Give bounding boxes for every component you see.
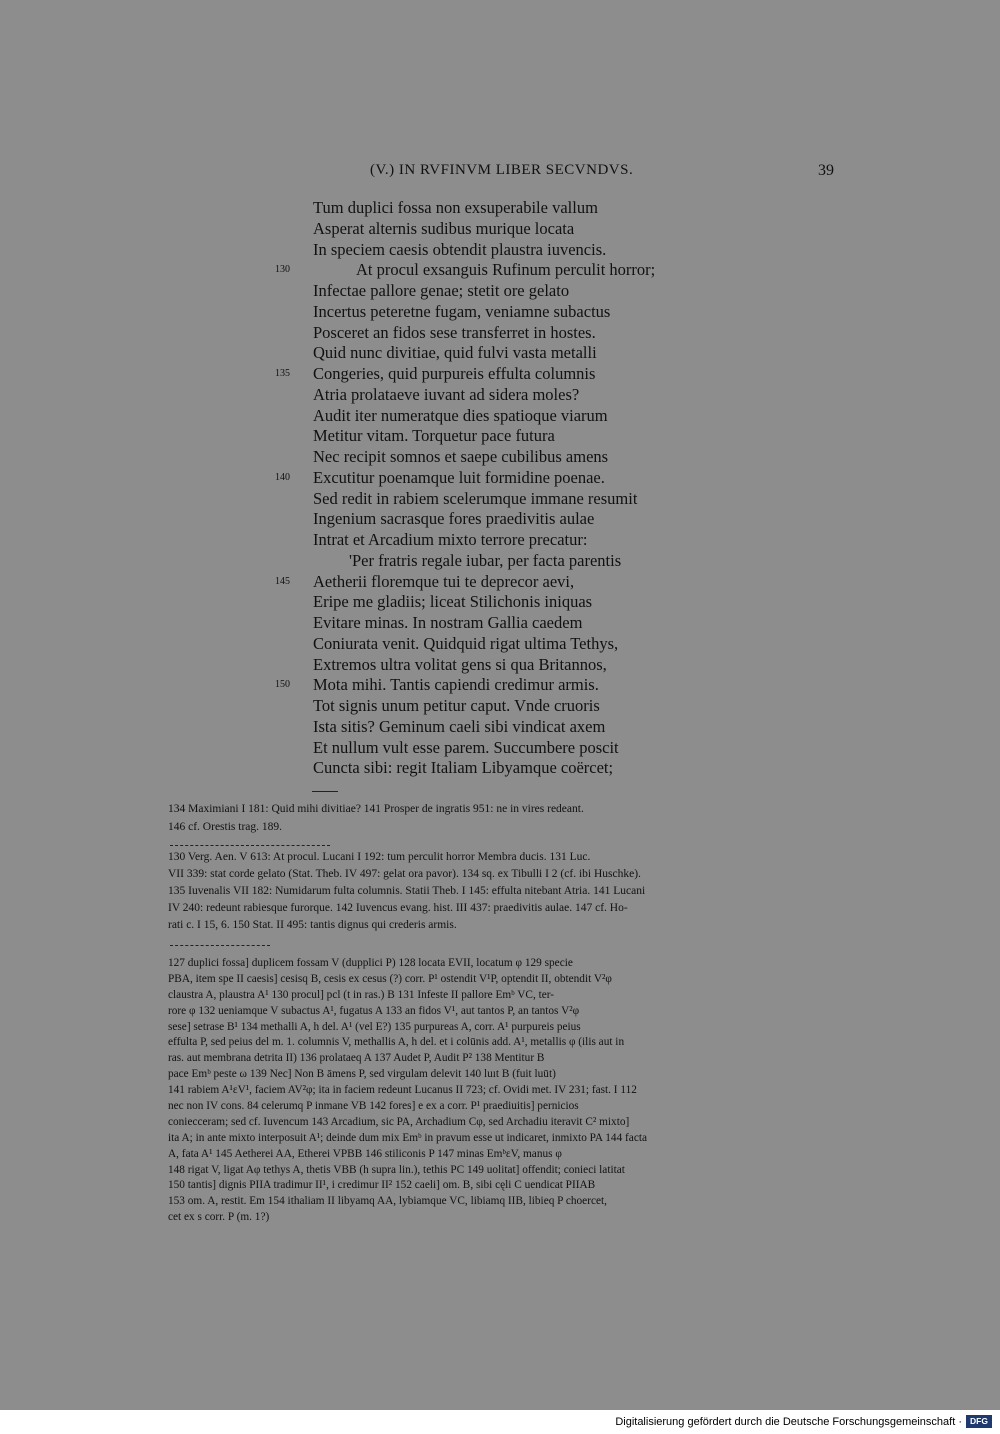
verse-text: Atria prolataeve iuvant ad sidera moles? (313, 384, 580, 404)
apparatus-line: coniecceram; sed cf. Iuvencum 143 Arcadium, sic PA, Archadium Cφ, sed Archadiu iteravit C² mixto] (168, 1115, 630, 1128)
page-header (0, 162, 1000, 184)
testimonium-line: 130 Verg. Aen. V 613: At procul. Lucani I 192: tum perculit horror Membra ducis. 131 Luc. (168, 851, 591, 863)
apparatus-line: 150 tantis] dignis PIIA tradimur II¹, i credimur II² 152 caeli] om. B, sibi cęli C uendicat PIIAB (168, 1179, 596, 1192)
verse-text: Excutitur poenamque luit formidine poenae. (313, 467, 605, 487)
verse-text: Nec recipit somnos et saepe cubilibus amens (313, 447, 609, 466)
verse-text: Et nullum vult esse parem. Succumbere poscit (313, 737, 619, 757)
critical-apparatus (168, 956, 836, 1226)
imitatio-line: 134 Maximiani I 181: Quid mihi divitiae? 141 Prosper de ingratis 951: ne in vires redeant. (168, 803, 584, 815)
verse-text: Evitare minas. In nostram Gallia caedem (313, 613, 583, 632)
separator-rule (170, 945, 270, 946)
verse-text: Aetherii floremque tui te deprecor aevi, (313, 571, 575, 591)
footer-strip (0, 1410, 1000, 1434)
verse-line (0, 675, 1000, 696)
testimonium-line: VII 339: stat corde gelato (Stat. Theb. IV 497: gelat ora pavor). 134 sq. ex Tibulli I 2 (cf. ibi Huschke). (168, 868, 641, 880)
verse-line (0, 717, 1000, 738)
verse-line (0, 592, 1000, 613)
apparatus-line: ita A; in ante mixto interposuit A¹; deinde dum mix Emᵇ in pravum esse ut indicaret, inmixto PA 144 facta (168, 1131, 647, 1144)
verse-line (0, 572, 1000, 593)
apparatus-line: nec non IV cons. 84 celerumq P inmane VB 142 fores] e ex a corr. P¹ praediuitis] pernicios (168, 1100, 579, 1113)
imitatio-line: 146 cf. Orestis trag. 189. (168, 820, 283, 833)
verse-text: Congeries, quid purpureis effulta columnis (313, 364, 596, 383)
apparatus-line: PBA, item spe II caesis] cesisq B, cesis ex cesus (?) corr. P¹ ostendit V¹P, optendit II, obtendit V²φ (168, 972, 612, 985)
verse-text: Mota mihi. Tantis capiendi credimur armis. (313, 675, 599, 695)
testimonia-notes (168, 849, 836, 934)
apparatus-line: rore φ 132 ueniamque V subactus A¹, fugatus A 133 an fidos V¹, aut tantos P, an tantos V²φ (168, 1004, 580, 1017)
running-title: (V.) IN RVFINVM LIBER SECVNDVS. (370, 162, 634, 178)
verse-text: At procul exsanguis Rufinum perculit horror; (356, 260, 656, 280)
verse-line (0, 696, 1000, 717)
verse-text: Intrat et Arcadium mixto terrore precatur: (313, 530, 588, 549)
verse-text: Audit iter numeratque dies spatioque viarum (313, 405, 608, 425)
page-number: 39 (818, 162, 834, 179)
dfg-logo: DFG (966, 1415, 992, 1428)
separator-rule (170, 845, 330, 846)
verse-line (0, 219, 1000, 240)
verse-line (0, 343, 1000, 364)
verse-line (0, 634, 1000, 655)
verse-line (0, 613, 1000, 634)
apparatus-line: 127 duplici fossa] duplicem fossam V (dupplici P) 128 locata EVII, locatum φ 129 specie (168, 957, 573, 969)
verse-line (0, 364, 1000, 385)
verse-line (0, 447, 1000, 468)
verse-text: Ista sitis? Geminum caeli sibi vindicat axem (313, 716, 606, 736)
verse-line (0, 426, 1000, 447)
apparatus-line: 148 rigat V, ligat Aφ tethys A, thetis VBB (h supra lin.), tethis PC 149 uolitat] offendit; conieci latitat (168, 1163, 625, 1176)
imitationes-notes (168, 801, 836, 836)
verse-line (0, 530, 1000, 551)
line-number: 135 (275, 368, 290, 379)
verse-text: Asperat alternis sudibus murique locata (313, 218, 575, 238)
poem-text (0, 198, 1000, 779)
verse-text: Incertus peteretne fugam, veniamne subactus (313, 301, 611, 321)
apparatus-line: ras. aut membrana detrita II) 136 prolataeq A 137 Audet P, Audit P² 138 Mentitur B (168, 1052, 545, 1065)
testimonium-line: 135 Iuvenalis VII 182: Numidarum fulta columnis. Statii Theb. I 145: effulta nitebant Atria. 141 Lucani (168, 885, 646, 897)
verse-line (0, 489, 1000, 510)
testimonium-line: rati c. I 15, 6. 150 Stat. II 495: tantis dignus qui crederis armis. (168, 919, 457, 931)
verse-line (0, 758, 1000, 779)
verse-text: Eripe me gladiis; liceat Stilichonis iniquas (313, 592, 593, 612)
verse-line (0, 240, 1000, 261)
verse-line (0, 406, 1000, 427)
verse-line (0, 302, 1000, 323)
apparatus-line: A, fata A¹ 145 Aetherei AA, Etherei VPBB 146 stiliconis P 147 minas EmᵇεV, manus φ (168, 1147, 562, 1160)
verse-line (0, 655, 1000, 676)
verse-line (0, 468, 1000, 489)
verse-text: Extremos ultra volitat gens si qua Britannos, (313, 654, 607, 674)
apparatus-line: cet ex s corr. P (m. 1?) (168, 1211, 270, 1224)
line-number: 145 (275, 575, 290, 587)
verse-text: Cuncta sibi: regit Italiam Libyamque coërcet; (313, 758, 614, 778)
verse-text: Quid nunc divitiae, quid fulvi vasta metalli (313, 343, 597, 363)
verse-text: Posceret an fidos sese transferret in hostes. (313, 322, 596, 342)
verse-line (0, 509, 1000, 530)
verse-line (0, 281, 1000, 302)
verse-text: Ingenium sacrasque fores praedivitis aulae (313, 509, 595, 529)
verse-text: 'Per fratris regale iubar, per facta parentis (349, 550, 622, 570)
verse-text: Tot signis unum petitur caput. Vnde cruoris (313, 696, 600, 715)
verse-line (0, 198, 1000, 219)
line-number: 140 (275, 471, 290, 483)
verse-text: Metitur vitam. Torquetur pace futura (313, 426, 555, 446)
testimonium-line: IV 240: redeunt rabiesque furorque. 142 Iuvencus evang. hist. III 437: praedivitis aulae. 147 cf. Ho- (168, 902, 628, 914)
verse-text: Infectae pallore genae; stetit ore gelato (313, 281, 570, 300)
apparatus-line: 153 om. A, restit. Em 154 ithaliam II libyamq AA, lybiamque VC, libiamq IIB, libieq P choercet, (168, 1195, 607, 1208)
verse-line (0, 551, 1000, 572)
verse-line (0, 738, 1000, 759)
apparatus-line: effulta P, sed peius del m. 1. columnis V, methallis A, h del. et i colūnis add. A¹, metallis φ (ilis aut in (168, 1036, 625, 1049)
apparatus-line: sese] setrase B¹ 134 methalli A, h del. A¹ (vel E?) 135 purpureas A, corr. A¹ purpureis peius (168, 1020, 581, 1033)
apparatus-line: pace Emᵇ peste ω 139 Nec] Non B āmens P, sed virgulam delevit 140 luıt B (fuit luūt) (168, 1068, 556, 1081)
line-number: 150 (275, 679, 290, 691)
apparatus-line: 141 rabiem A¹εV¹, faciem AV²φ; ita in faciem redeunt Lucanus II 723; cf. Ovidi met. IV 231; fast. I 112 (168, 1084, 637, 1097)
line-number: 130 (275, 264, 290, 276)
verse-text: Sed redit in rabiem scelerumque immane resumit (313, 488, 638, 508)
apparatus-line: claustra A, plaustra A¹ 130 procul] pcl (t in ras.) B 131 Infeste II pallore Emᵇ VC, ter- (168, 988, 555, 1001)
verse-text: In speciem caesis obtendit plaustra iuvencis. (313, 239, 607, 259)
verse-line (0, 260, 1000, 281)
footer-credit: Digitalisierung gefördert durch die Deutsche Forschungsgemeinschaft · (615, 1416, 962, 1428)
verse-line (0, 323, 1000, 344)
verse-text: Coniurata venit. Quidquid rigat ultima Tethys, (313, 633, 619, 653)
verse-line (0, 385, 1000, 406)
separator-rule (312, 791, 338, 792)
verse-text: Tum duplici fossa non exsuperabile vallum (313, 198, 598, 217)
